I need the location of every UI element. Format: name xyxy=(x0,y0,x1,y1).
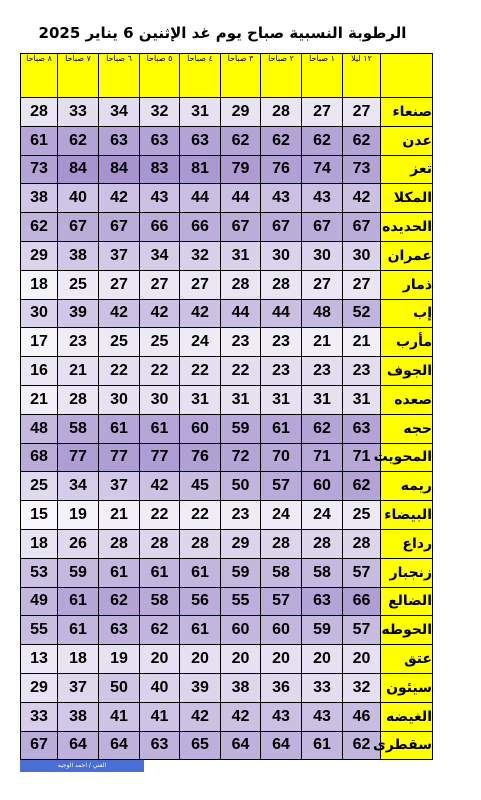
humidity-cell: 48 xyxy=(21,414,58,443)
city-name: مأرب xyxy=(381,328,433,357)
humidity-cell: 28 xyxy=(221,270,261,299)
humidity-cell: 22 xyxy=(99,357,140,386)
humidity-cell: 25 xyxy=(343,501,381,530)
humidity-cell: 66 xyxy=(180,213,221,242)
table-row xyxy=(21,587,433,616)
humidity-cell: 27 xyxy=(343,98,381,127)
humidity-cell: 62 xyxy=(140,616,180,645)
humidity-cell: 20 xyxy=(302,645,343,674)
humidity-cell: 58 xyxy=(140,587,180,616)
humidity-cell: 28 xyxy=(261,529,302,558)
humidity-cell: 37 xyxy=(99,472,140,501)
humidity-cell: 25 xyxy=(99,328,140,357)
city-name: تعز xyxy=(381,155,433,184)
humidity-cell: 55 xyxy=(21,616,58,645)
humidity-cell: 63 xyxy=(140,731,180,760)
humidity-cell: 23 xyxy=(261,328,302,357)
humidity-cell: 20 xyxy=(180,645,221,674)
humidity-cell: 60 xyxy=(180,414,221,443)
humidity-cell: 43 xyxy=(261,184,302,213)
humidity-cell: 58 xyxy=(302,558,343,587)
humidity-cell: 67 xyxy=(302,213,343,242)
humidity-cell: 45 xyxy=(180,472,221,501)
humidity-cell: 27 xyxy=(180,270,221,299)
humidity-cell: 37 xyxy=(58,673,99,702)
humidity-cell: 34 xyxy=(58,472,99,501)
city-name: ريمه xyxy=(381,472,433,501)
humidity-cell: 43 xyxy=(302,702,343,731)
humidity-cell: 64 xyxy=(221,731,261,760)
city-name: الضالع xyxy=(381,587,433,616)
humidity-cell: 28 xyxy=(140,529,180,558)
humidity-cell: 60 xyxy=(302,472,343,501)
table-body xyxy=(21,98,433,760)
humidity-cell: 32 xyxy=(343,673,381,702)
humidity-cell: 28 xyxy=(58,385,99,414)
humidity-cell: 18 xyxy=(21,529,58,558)
credit-label: الفني / احمد الوجيه xyxy=(20,760,144,772)
humidity-cell: 62 xyxy=(302,414,343,443)
table-row xyxy=(21,241,433,270)
humidity-cell: 63 xyxy=(343,414,381,443)
humidity-cell: 44 xyxy=(261,299,302,328)
humidity-cell: 21 xyxy=(343,328,381,357)
humidity-cell: 30 xyxy=(99,385,140,414)
humidity-cell: 57 xyxy=(261,472,302,501)
humidity-cell: 23 xyxy=(221,501,261,530)
humidity-cell: 77 xyxy=(99,443,140,472)
city-name: رداع xyxy=(381,529,433,558)
humidity-cell: 67 xyxy=(58,213,99,242)
humidity-cell: 28 xyxy=(99,529,140,558)
humidity-cell: 21 xyxy=(58,357,99,386)
humidity-cell: 62 xyxy=(343,731,381,760)
city-name: صنعاء xyxy=(381,98,433,127)
humidity-cell: 83 xyxy=(140,155,180,184)
humidity-cell: 63 xyxy=(302,587,343,616)
humidity-cell: 29 xyxy=(221,529,261,558)
humidity-cell: 27 xyxy=(99,270,140,299)
table-row xyxy=(21,155,433,184)
humidity-cell: 62 xyxy=(343,126,381,155)
humidity-cell: 23 xyxy=(221,328,261,357)
humidity-cell: 84 xyxy=(99,155,140,184)
humidity-cell: 39 xyxy=(180,673,221,702)
humidity-cell: 77 xyxy=(58,443,99,472)
table-row xyxy=(21,328,433,357)
humidity-cell: 30 xyxy=(140,385,180,414)
hour-header: ١ صباحا xyxy=(302,54,343,98)
humidity-cell: 67 xyxy=(21,731,58,760)
table-row xyxy=(21,126,433,155)
city-name: سيئون xyxy=(381,673,433,702)
humidity-cell: 70 xyxy=(261,443,302,472)
humidity-cell: 42 xyxy=(180,702,221,731)
humidity-cell: 31 xyxy=(221,385,261,414)
humidity-cell: 23 xyxy=(58,328,99,357)
humidity-cell: 74 xyxy=(302,155,343,184)
humidity-cell: 33 xyxy=(302,673,343,702)
humidity-cell: 59 xyxy=(58,558,99,587)
humidity-cell: 61 xyxy=(180,558,221,587)
table-row xyxy=(21,472,433,501)
page-title: الرطوبة النسبية صباح يوم غد الإثنين 6 يناير 2025 xyxy=(38,24,407,42)
humidity-cell: 67 xyxy=(99,213,140,242)
humidity-cell: 62 xyxy=(58,126,99,155)
humidity-cell: 44 xyxy=(221,184,261,213)
city-name: عمران xyxy=(381,241,433,270)
humidity-cell: 20 xyxy=(343,645,381,674)
city-name: المكلا xyxy=(381,184,433,213)
humidity-cell: 67 xyxy=(343,213,381,242)
city-header xyxy=(381,54,433,98)
humidity-cell: 25 xyxy=(58,270,99,299)
humidity-cell: 22 xyxy=(180,501,221,530)
humidity-cell: 61 xyxy=(140,558,180,587)
humidity-cell: 57 xyxy=(343,616,381,645)
humidity-cell: 42 xyxy=(343,184,381,213)
humidity-cell: 64 xyxy=(261,731,302,760)
table-row xyxy=(21,702,433,731)
table-row xyxy=(21,270,433,299)
city-name: الغيضه xyxy=(381,702,433,731)
humidity-cell: 59 xyxy=(221,558,261,587)
humidity-cell: 68 xyxy=(21,443,58,472)
humidity-cell: 42 xyxy=(99,184,140,213)
table-row xyxy=(21,385,433,414)
city-name: الجوف xyxy=(381,357,433,386)
humidity-cell: 31 xyxy=(180,98,221,127)
humidity-cell: 27 xyxy=(343,270,381,299)
humidity-cell: 42 xyxy=(140,299,180,328)
table-row xyxy=(21,184,433,213)
humidity-cell: 29 xyxy=(221,98,261,127)
humidity-cell: 34 xyxy=(99,98,140,127)
humidity-cell: 43 xyxy=(140,184,180,213)
table-row xyxy=(21,443,433,472)
humidity-cell: 42 xyxy=(140,472,180,501)
table-row xyxy=(21,616,433,645)
hour-header: ١٢ ليلا xyxy=(343,54,381,98)
humidity-cell: 40 xyxy=(140,673,180,702)
humidity-cell: 52 xyxy=(343,299,381,328)
humidity-cell: 16 xyxy=(21,357,58,386)
humidity-cell: 41 xyxy=(99,702,140,731)
table-row xyxy=(21,414,433,443)
humidity-cell: 32 xyxy=(140,98,180,127)
humidity-cell: 76 xyxy=(261,155,302,184)
humidity-cell: 62 xyxy=(99,587,140,616)
humidity-cell: 27 xyxy=(302,98,343,127)
humidity-cell: 59 xyxy=(302,616,343,645)
humidity-cell: 19 xyxy=(99,645,140,674)
humidity-cell: 25 xyxy=(21,472,58,501)
hour-header: ٧ صباحا xyxy=(58,54,99,98)
humidity-cell: 33 xyxy=(21,702,58,731)
humidity-cell: 15 xyxy=(21,501,58,530)
humidity-cell: 67 xyxy=(221,213,261,242)
humidity-cell: 50 xyxy=(99,673,140,702)
humidity-cell: 59 xyxy=(221,414,261,443)
humidity-cell: 62 xyxy=(343,472,381,501)
humidity-cell: 32 xyxy=(180,241,221,270)
humidity-cell: 20 xyxy=(261,645,302,674)
humidity-cell: 36 xyxy=(261,673,302,702)
humidity-cell: 71 xyxy=(302,443,343,472)
humidity-cell: 44 xyxy=(180,184,221,213)
city-name: زنجبار xyxy=(381,558,433,587)
humidity-cell: 42 xyxy=(221,702,261,731)
humidity-cell: 61 xyxy=(180,616,221,645)
humidity-cell: 24 xyxy=(261,501,302,530)
humidity-cell: 64 xyxy=(58,731,99,760)
hour-header: ٥ صباحا xyxy=(140,54,180,98)
city-name: الحوطه xyxy=(381,616,433,645)
hour-header: ٨ صباحا xyxy=(21,54,58,98)
humidity-cell: 23 xyxy=(343,357,381,386)
city-name: حجه xyxy=(381,414,433,443)
humidity-cell: 41 xyxy=(140,702,180,731)
humidity-cell: 17 xyxy=(21,328,58,357)
humidity-cell: 73 xyxy=(21,155,58,184)
humidity-cell: 31 xyxy=(302,385,343,414)
city-name: المحويت xyxy=(381,443,433,472)
table-row xyxy=(21,558,433,587)
humidity-cell: 57 xyxy=(343,558,381,587)
humidity-cell: 62 xyxy=(302,126,343,155)
humidity-cell: 29 xyxy=(21,241,58,270)
humidity-cell: 81 xyxy=(180,155,221,184)
city-name: البيضاء xyxy=(381,501,433,530)
humidity-cell: 20 xyxy=(140,645,180,674)
humidity-cell: 22 xyxy=(180,357,221,386)
humidity-cell: 58 xyxy=(58,414,99,443)
humidity-cell: 34 xyxy=(140,241,180,270)
humidity-cell: 28 xyxy=(343,529,381,558)
humidity-cell: 61 xyxy=(58,616,99,645)
humidity-cell: 62 xyxy=(261,126,302,155)
humidity-cell: 38 xyxy=(21,184,58,213)
city-name: عدن xyxy=(381,126,433,155)
humidity-cell: 62 xyxy=(21,213,58,242)
humidity-cell: 63 xyxy=(99,126,140,155)
humidity-cell: 63 xyxy=(140,126,180,155)
humidity-cell: 28 xyxy=(261,270,302,299)
hour-header: ٤ صباحا xyxy=(180,54,221,98)
humidity-cell: 24 xyxy=(180,328,221,357)
city-name: ذمار xyxy=(381,270,433,299)
humidity-cell: 58 xyxy=(261,558,302,587)
humidity-cell: 19 xyxy=(58,501,99,530)
humidity-cell: 66 xyxy=(140,213,180,242)
city-name: سقطرى xyxy=(381,731,433,760)
humidity-cell: 56 xyxy=(180,587,221,616)
humidity-cell: 25 xyxy=(140,328,180,357)
humidity-cell: 23 xyxy=(261,357,302,386)
humidity-cell: 76 xyxy=(180,443,221,472)
header-row xyxy=(21,54,433,98)
table-row xyxy=(21,299,433,328)
humidity-cell: 61 xyxy=(302,731,343,760)
humidity-cell: 20 xyxy=(221,645,261,674)
humidity-cell: 72 xyxy=(221,443,261,472)
humidity-cell: 44 xyxy=(221,299,261,328)
hour-header: ٢ صباحا xyxy=(261,54,302,98)
humidity-cell: 30 xyxy=(302,241,343,270)
humidity-cell: 61 xyxy=(99,414,140,443)
humidity-cell: 57 xyxy=(261,587,302,616)
humidity-cell: 37 xyxy=(99,241,140,270)
humidity-cell: 22 xyxy=(140,357,180,386)
humidity-cell: 63 xyxy=(99,616,140,645)
table-row xyxy=(21,673,433,702)
humidity-cell: 39 xyxy=(58,299,99,328)
humidity-cell: 28 xyxy=(302,529,343,558)
humidity-cell: 67 xyxy=(261,213,302,242)
humidity-cell: 27 xyxy=(302,270,343,299)
humidity-cell: 61 xyxy=(140,414,180,443)
humidity-cell: 18 xyxy=(21,270,58,299)
table-row xyxy=(21,501,433,530)
humidity-cell: 38 xyxy=(58,702,99,731)
humidity-cell: 31 xyxy=(180,385,221,414)
humidity-cell: 42 xyxy=(99,299,140,328)
humidity-cell: 84 xyxy=(58,155,99,184)
humidity-table xyxy=(20,53,433,760)
city-name: إب xyxy=(381,299,433,328)
humidity-cell: 22 xyxy=(140,501,180,530)
humidity-cell: 13 xyxy=(21,645,58,674)
humidity-cell: 31 xyxy=(343,385,381,414)
humidity-cell: 21 xyxy=(21,385,58,414)
city-name: عتق xyxy=(381,645,433,674)
humidity-cell: 61 xyxy=(21,126,58,155)
humidity-cell: 65 xyxy=(180,731,221,760)
table-row xyxy=(21,98,433,127)
humidity-cell: 23 xyxy=(302,357,343,386)
humidity-cell: 30 xyxy=(261,241,302,270)
humidity-cell: 22 xyxy=(221,357,261,386)
table-row xyxy=(21,529,433,558)
humidity-cell: 38 xyxy=(58,241,99,270)
humidity-cell: 30 xyxy=(21,299,58,328)
humidity-cell: 33 xyxy=(58,98,99,127)
humidity-cell: 49 xyxy=(21,587,58,616)
humidity-cell: 43 xyxy=(302,184,343,213)
humidity-cell: 61 xyxy=(58,587,99,616)
humidity-cell: 77 xyxy=(140,443,180,472)
humidity-cell: 63 xyxy=(180,126,221,155)
humidity-cell: 48 xyxy=(302,299,343,328)
humidity-cell: 61 xyxy=(99,558,140,587)
humidity-cell: 18 xyxy=(58,645,99,674)
humidity-cell: 26 xyxy=(58,529,99,558)
humidity-cell: 30 xyxy=(343,241,381,270)
humidity-cell: 29 xyxy=(21,673,58,702)
humidity-cell: 64 xyxy=(99,731,140,760)
humidity-cell: 28 xyxy=(21,98,58,127)
humidity-cell: 55 xyxy=(221,587,261,616)
humidity-cell: 53 xyxy=(21,558,58,587)
humidity-cell: 31 xyxy=(261,385,302,414)
humidity-cell: 21 xyxy=(302,328,343,357)
humidity-cell: 28 xyxy=(261,98,302,127)
humidity-cell: 61 xyxy=(261,414,302,443)
humidity-cell: 21 xyxy=(99,501,140,530)
humidity-cell: 43 xyxy=(261,702,302,731)
humidity-cell: 42 xyxy=(180,299,221,328)
humidity-cell: 73 xyxy=(343,155,381,184)
city-name: صعده xyxy=(381,385,433,414)
humidity-cell: 40 xyxy=(58,184,99,213)
humidity-cell: 66 xyxy=(343,587,381,616)
table-row xyxy=(21,357,433,386)
table-row xyxy=(21,731,433,760)
humidity-cell: 50 xyxy=(221,472,261,501)
humidity-cell: 24 xyxy=(302,501,343,530)
humidity-cell: 38 xyxy=(221,673,261,702)
humidity-cell: 62 xyxy=(221,126,261,155)
table-row xyxy=(21,213,433,242)
hour-header: ٦ صباحا xyxy=(99,54,140,98)
humidity-cell: 60 xyxy=(261,616,302,645)
city-name: الحديده xyxy=(381,213,433,242)
table-row xyxy=(21,645,433,674)
humidity-cell: 79 xyxy=(221,155,261,184)
hour-header: ٣ صباحا xyxy=(221,54,261,98)
humidity-cell: 46 xyxy=(343,702,381,731)
humidity-cell: 28 xyxy=(180,529,221,558)
humidity-cell: 27 xyxy=(140,270,180,299)
humidity-cell: 60 xyxy=(221,616,261,645)
humidity-cell: 71 xyxy=(343,443,381,472)
humidity-cell: 31 xyxy=(221,241,261,270)
